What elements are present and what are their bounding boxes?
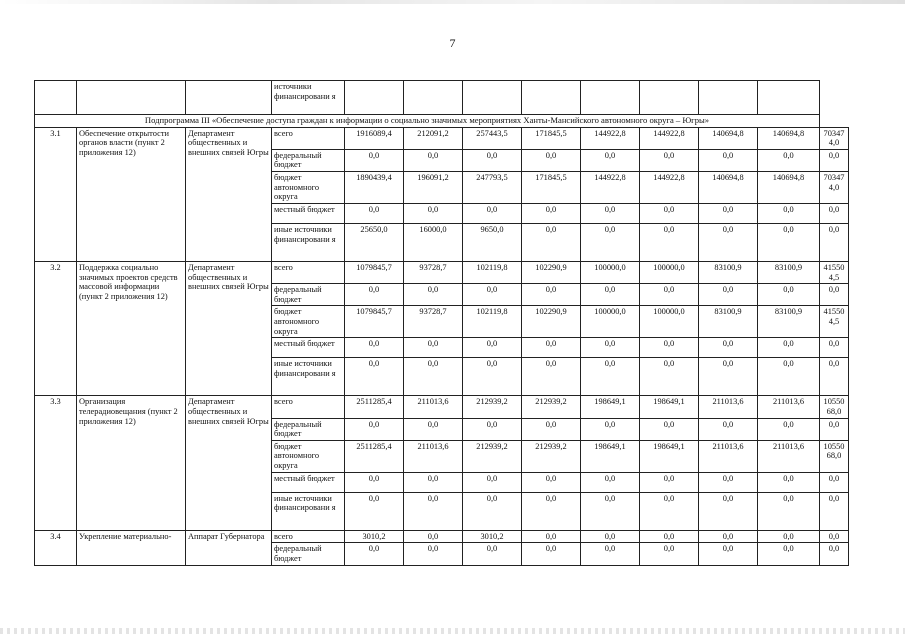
amount-cell: 171845,5 [522, 171, 581, 203]
scan-edge-top [0, 0, 905, 4]
amount-cell: 2511285,4 [345, 396, 404, 418]
amount-cell: 0,0 [758, 543, 820, 565]
amount-cell: 0,0 [640, 543, 699, 565]
amount-cell: 0,0 [404, 492, 463, 530]
amount-cell: 0,0 [699, 530, 758, 543]
funding-source: всего [272, 396, 345, 418]
amount-cell: 0,0 [640, 223, 699, 261]
amount-cell: 211013,6 [699, 440, 758, 472]
amount-cell: 144922,8 [640, 171, 699, 203]
amount-cell: 0,0 [758, 472, 820, 492]
measure-number: 3.3 [35, 396, 77, 530]
amount-cell: 703474,0 [820, 127, 849, 149]
amount-cell: 0,0 [522, 543, 581, 565]
amount-cell: 0,0 [345, 338, 404, 358]
amount-cell: 0,0 [581, 492, 640, 530]
amount-cell: 0,0 [463, 203, 522, 223]
amount-cell: 0,0 [404, 472, 463, 492]
amount-cell: 0,0 [581, 543, 640, 565]
funding-source: всего [272, 530, 345, 543]
amount-cell: 0,0 [463, 543, 522, 565]
amount-cell: 0,0 [699, 492, 758, 530]
table-body [35, 81, 849, 566]
amount-cell: 0,0 [581, 284, 640, 306]
amount-cell: 100000,0 [581, 306, 640, 338]
funding-source: бюджет автономного округа [272, 440, 345, 472]
amount-cell: 1890439,4 [345, 171, 404, 203]
amount-cell: 25650,0 [345, 223, 404, 261]
amount-cell: 0,0 [699, 203, 758, 223]
amount-cell: 211013,6 [699, 396, 758, 418]
measure-executor: Департамент общественных и внешних связей Югры [186, 127, 272, 261]
amount-cell: 0,0 [345, 284, 404, 306]
table-row [35, 127, 849, 149]
amount-cell: 0,0 [522, 223, 581, 261]
amount-cell: 196091,2 [404, 171, 463, 203]
subprogram-row [35, 115, 849, 128]
amount-cell: 83100,9 [758, 306, 820, 338]
measure-number: 3.1 [35, 127, 77, 261]
amount-cell: 0,0 [522, 530, 581, 543]
table-cell [77, 81, 186, 115]
table-row [35, 530, 849, 543]
amount-cell: 212939,2 [522, 396, 581, 418]
amount-cell: 0,0 [522, 149, 581, 171]
budget-table [34, 80, 849, 566]
amount-cell: 144922,8 [581, 127, 640, 149]
amount-cell: 211013,6 [404, 440, 463, 472]
amount-cell: 93728,7 [404, 306, 463, 338]
amount-cell: 247793,5 [463, 171, 522, 203]
amount-cell: 140694,8 [699, 171, 758, 203]
table-row-header-continuation [35, 81, 849, 115]
table-cell [758, 81, 820, 115]
amount-cell: 0,0 [522, 203, 581, 223]
table-cell [35, 81, 77, 115]
funding-source: федеральный бюджет [272, 149, 345, 171]
funding-source: местный бюджет [272, 203, 345, 223]
amount-cell: 0,0 [640, 284, 699, 306]
amount-cell: 0,0 [522, 472, 581, 492]
measure-name: Укрепление материально- [77, 530, 186, 565]
amount-cell: 0,0 [640, 418, 699, 440]
amount-cell: 140694,8 [699, 127, 758, 149]
amount-cell: 0,0 [820, 223, 849, 261]
amount-cell: 100000,0 [581, 261, 640, 283]
table-cell [404, 81, 463, 115]
measure-name: Организация телерадиовещания (пункт 2 приложения 12) [77, 396, 186, 530]
amount-cell: 0,0 [581, 472, 640, 492]
amount-cell: 211013,6 [404, 396, 463, 418]
amount-cell: 144922,8 [581, 171, 640, 203]
amount-cell: 0,0 [640, 338, 699, 358]
amount-cell: 9650,0 [463, 223, 522, 261]
amount-cell: 1916089,4 [345, 127, 404, 149]
amount-cell: 0,0 [522, 358, 581, 396]
amount-cell: 211013,6 [758, 440, 820, 472]
amount-cell: 212939,2 [463, 396, 522, 418]
amount-cell: 0,0 [345, 472, 404, 492]
amount-cell: 0,0 [758, 358, 820, 396]
amount-cell: 0,0 [699, 472, 758, 492]
amount-cell: 0,0 [640, 530, 699, 543]
amount-cell: 171845,5 [522, 127, 581, 149]
table-cell [522, 81, 581, 115]
amount-cell: 102290,9 [522, 261, 581, 283]
amount-cell: 0,0 [758, 338, 820, 358]
amount-cell: 83100,9 [758, 261, 820, 283]
amount-cell: 0,0 [820, 472, 849, 492]
table-cell [640, 81, 699, 115]
funding-source: всего [272, 127, 345, 149]
amount-cell: 211013,6 [758, 396, 820, 418]
amount-cell: 0,0 [345, 418, 404, 440]
amount-cell: 0,0 [640, 492, 699, 530]
amount-cell: 0,0 [581, 358, 640, 396]
amount-cell: 83100,9 [699, 306, 758, 338]
amount-cell: 0,0 [581, 223, 640, 261]
amount-cell: 102119,8 [463, 261, 522, 283]
amount-cell: 198649,1 [640, 396, 699, 418]
amount-cell: 0,0 [640, 149, 699, 171]
amount-cell: 0,0 [699, 149, 758, 171]
amount-cell: 0,0 [581, 338, 640, 358]
amount-cell: 0,0 [699, 338, 758, 358]
amount-cell: 0,0 [758, 284, 820, 306]
amount-cell: 0,0 [699, 284, 758, 306]
funding-source: федеральный бюджет [272, 418, 345, 440]
measure-number: 3.2 [35, 261, 77, 395]
amount-cell: 0,0 [758, 492, 820, 530]
amount-cell: 0,0 [581, 418, 640, 440]
amount-cell: 0,0 [820, 543, 849, 565]
measure-executor: Департамент общественных и внешних связей Югры [186, 396, 272, 530]
amount-cell: 0,0 [522, 284, 581, 306]
amount-cell: 0,0 [640, 472, 699, 492]
amount-cell: 0,0 [404, 543, 463, 565]
funding-source: бюджет автономного округа [272, 306, 345, 338]
amount-cell: 0,0 [404, 284, 463, 306]
amount-cell: 0,0 [463, 472, 522, 492]
amount-cell: 140694,8 [758, 127, 820, 149]
amount-cell: 140694,8 [758, 171, 820, 203]
amount-cell: 100000,0 [640, 306, 699, 338]
amount-cell: 415504,5 [820, 261, 849, 283]
measure-executor: Аппарат Губернатора [186, 530, 272, 565]
measure-name: Поддержка социально значимых проектов средств массовой информации (пункт 2 приложения 12) [77, 261, 186, 395]
scan-edge-bottom [0, 628, 905, 634]
amount-cell: 0,0 [404, 418, 463, 440]
amount-cell: 0,0 [345, 149, 404, 171]
table-cell [463, 81, 522, 115]
amount-cell: 0,0 [404, 149, 463, 171]
amount-cell: 0,0 [345, 492, 404, 530]
page-number: 7 [449, 36, 456, 50]
amount-cell: 0,0 [404, 203, 463, 223]
amount-cell: 0,0 [699, 223, 758, 261]
amount-cell: 0,0 [404, 338, 463, 358]
amount-cell: 257443,5 [463, 127, 522, 149]
funding-source: федеральный бюджет [272, 284, 345, 306]
amount-cell: 0,0 [522, 338, 581, 358]
amount-cell: 0,0 [820, 492, 849, 530]
amount-cell: 212939,2 [522, 440, 581, 472]
amount-cell: 0,0 [640, 358, 699, 396]
amount-cell: 0,0 [758, 418, 820, 440]
table-row [35, 261, 849, 283]
amount-cell: 198649,1 [581, 396, 640, 418]
amount-cell: 0,0 [820, 418, 849, 440]
amount-cell: 0,0 [699, 543, 758, 565]
table-cell [699, 81, 758, 115]
amount-cell: 0,0 [522, 492, 581, 530]
amount-cell: 0,0 [463, 284, 522, 306]
funding-source: иные источники финансировани я [272, 358, 345, 396]
amount-cell: 1079845,7 [345, 306, 404, 338]
funding-source: местный бюджет [272, 338, 345, 358]
amount-cell: 144922,8 [640, 127, 699, 149]
amount-cell: 102290,9 [522, 306, 581, 338]
amount-cell: 102119,8 [463, 306, 522, 338]
amount-cell: 0,0 [820, 338, 849, 358]
amount-cell: 0,0 [758, 203, 820, 223]
amount-cell: 0,0 [463, 358, 522, 396]
amount-cell: 0,0 [758, 149, 820, 171]
amount-cell: 83100,9 [699, 261, 758, 283]
measure-executor: Департамент общественных и внешних связей Югры [186, 261, 272, 395]
funding-source: федеральный бюджет [272, 543, 345, 565]
funding-source: местный бюджет [272, 472, 345, 492]
amount-cell: 0,0 [699, 358, 758, 396]
amount-cell: 1079845,7 [345, 261, 404, 283]
amount-cell: 0,0 [820, 358, 849, 396]
amount-cell: 0,0 [522, 418, 581, 440]
amount-cell: 3010,2 [463, 530, 522, 543]
measure-name: Обеспечение открытости органов власти (пункт 2 приложения 12) [77, 127, 186, 261]
amount-cell: 0,0 [345, 358, 404, 396]
amount-cell: 93728,7 [404, 261, 463, 283]
amount-cell: 0,0 [404, 358, 463, 396]
amount-cell: 198649,1 [581, 440, 640, 472]
table-row [35, 396, 849, 418]
funding-source: всего [272, 261, 345, 283]
table-cell [186, 81, 272, 115]
amount-cell: 0,0 [581, 149, 640, 171]
amount-cell: 0,0 [581, 530, 640, 543]
funding-source: иные источники финансировани я [272, 492, 345, 530]
amount-cell: 1055068,0 [820, 440, 849, 472]
amount-cell: 0,0 [463, 492, 522, 530]
amount-cell: 415504,5 [820, 306, 849, 338]
table-cell [581, 81, 640, 115]
amount-cell: 0,0 [345, 543, 404, 565]
measure-number: 3.4 [35, 530, 77, 565]
amount-cell: 0,0 [463, 418, 522, 440]
amount-cell: 0,0 [820, 203, 849, 223]
amount-cell: 0,0 [820, 149, 849, 171]
funding-source: иные источники финансировани я [272, 223, 345, 261]
source-label: источники финансировани я [272, 81, 345, 115]
table-cell [345, 81, 404, 115]
funding-source: бюджет автономного округа [272, 171, 345, 203]
amount-cell: 212091,2 [404, 127, 463, 149]
amount-cell: 100000,0 [640, 261, 699, 283]
amount-cell: 0,0 [699, 418, 758, 440]
amount-cell: 0,0 [640, 203, 699, 223]
amount-cell: 0,0 [463, 338, 522, 358]
amount-cell: 0,0 [820, 530, 849, 543]
amount-cell: 2511285,4 [345, 440, 404, 472]
amount-cell: 703474,0 [820, 171, 849, 203]
amount-cell: 212939,2 [463, 440, 522, 472]
subprogram-title: Подпрограмма III «Обеспечение доступа граждан к информации о социально значимых мероприятиях Ханты-Мансийского автономного округа – Югры» [35, 115, 820, 128]
amount-cell: 0,0 [581, 203, 640, 223]
amount-cell: 198649,1 [640, 440, 699, 472]
amount-cell: 0,0 [404, 530, 463, 543]
amount-cell: 0,0 [820, 284, 849, 306]
amount-cell: 3010,2 [345, 530, 404, 543]
amount-cell: 0,0 [345, 203, 404, 223]
amount-cell: 0,0 [463, 149, 522, 171]
amount-cell: 0,0 [758, 530, 820, 543]
amount-cell: 16000,0 [404, 223, 463, 261]
amount-cell: 0,0 [758, 223, 820, 261]
amount-cell: 1055068,0 [820, 396, 849, 418]
